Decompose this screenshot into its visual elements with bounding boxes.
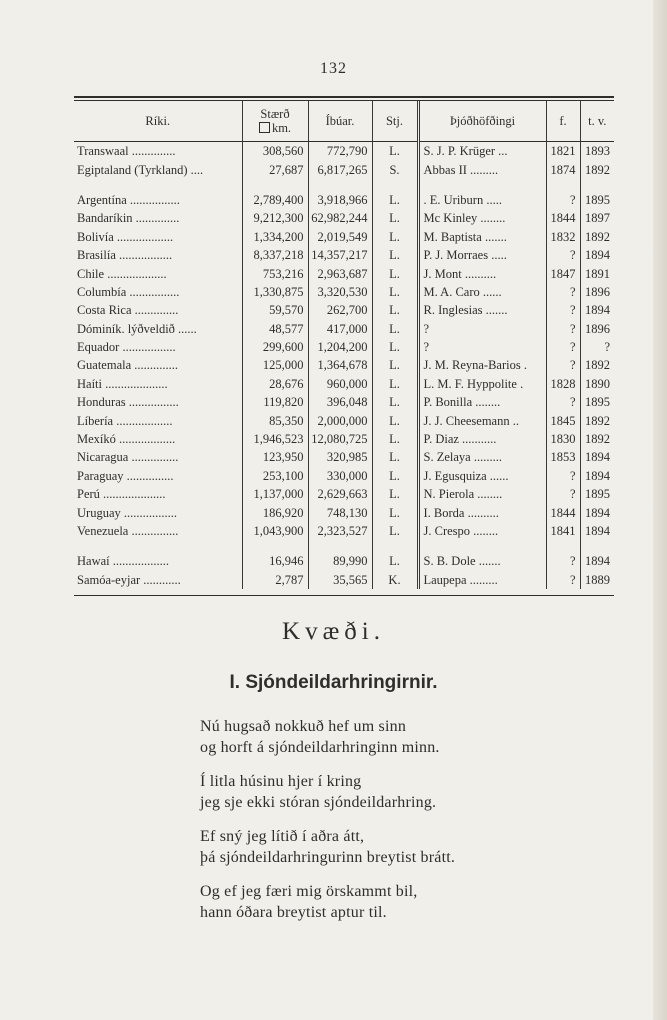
cell-since: ? <box>580 338 614 356</box>
poem-line: Ef sný jeg lítið í aðra átt, <box>200 828 365 845</box>
cell-since: 1894 <box>580 552 614 570</box>
cell-government: L. <box>372 209 418 227</box>
cell-population: 2,019,549 <box>308 228 372 246</box>
cell-area: 2,787 <box>242 571 308 589</box>
cell-country: Mexíkó .................. <box>77 432 176 447</box>
cell-government: L. <box>372 264 418 282</box>
table-row <box>74 485 614 503</box>
cell-population: 748,130 <box>308 503 372 521</box>
cell-since: 1895 <box>580 393 614 411</box>
cell-born: 1845 <box>546 411 580 429</box>
poem-line: jeg sje ekki stóran sjóndeildarhring. <box>200 794 437 811</box>
countries-table <box>74 101 614 589</box>
poem-stanzas <box>200 716 620 936</box>
cell-area: 27,687 <box>242 160 308 178</box>
cell-head-of-state: Mc Kinley ........ <box>418 209 546 227</box>
cell-government: L. <box>372 393 418 411</box>
cell-born: ? <box>546 356 580 374</box>
table-body <box>74 142 614 589</box>
cell-since: 1895 <box>580 191 614 209</box>
cell-born: 1844 <box>546 503 580 521</box>
cell-country: Bandaríkin .............. <box>77 211 180 226</box>
cell-country: Hawaí .................. <box>77 554 169 569</box>
cell-since: 1889 <box>580 571 614 589</box>
cell-population: 89,990 <box>308 552 372 570</box>
cell-born: 1828 <box>546 375 580 393</box>
cell-government: L. <box>372 246 418 264</box>
cell-since: 1893 <box>580 142 614 161</box>
cell-born: ? <box>546 552 580 570</box>
table-row <box>74 320 614 338</box>
cell-born: 1830 <box>546 430 580 448</box>
cell-since: 1894 <box>580 301 614 319</box>
cell-born: 1821 <box>546 142 580 161</box>
poem-title: Kvæði. <box>282 618 385 645</box>
table-row <box>74 160 614 178</box>
table-row <box>74 356 614 374</box>
cell-government: L. <box>372 375 418 393</box>
cell-area: 308,560 <box>242 142 308 161</box>
header-area-label: Stærð <box>260 107 290 121</box>
table-row <box>74 191 614 209</box>
cell-area: 125,000 <box>242 356 308 374</box>
cell-country: Bolivía .................. <box>77 229 174 244</box>
cell-born: 1844 <box>546 209 580 227</box>
cell-government: L. <box>372 485 418 503</box>
cell-since: 1896 <box>580 283 614 301</box>
cell-since: 1895 <box>580 485 614 503</box>
cell-country: Brasilía ................. <box>77 248 173 263</box>
cell-head-of-state: ? <box>418 320 546 338</box>
page-edge <box>653 0 667 1020</box>
header-country: Ríki. <box>145 114 171 128</box>
table-row <box>74 209 614 227</box>
header-since: t. v. <box>580 101 614 142</box>
cell-government: L. <box>372 356 418 374</box>
cell-country: Dóminík. lýðveldið ...... <box>77 321 197 336</box>
cell-area: 123,950 <box>242 448 308 466</box>
cell-area: 1,043,900 <box>242 522 308 540</box>
cell-head-of-state: M. Baptista ....... <box>418 228 546 246</box>
cell-government: S. <box>372 160 418 178</box>
poem-line: og horft á sjóndeildarhringinn minn. <box>200 739 440 756</box>
cell-head-of-state: J. Egusquiza ...... <box>418 467 546 485</box>
cell-since: 1890 <box>580 375 614 393</box>
cell-population: 35,565 <box>308 571 372 589</box>
cell-area: 253,100 <box>242 467 308 485</box>
cell-head-of-state: M. A. Caro ...... <box>418 283 546 301</box>
cell-country: Transwaal .............. <box>77 144 176 159</box>
header-area-unit: km. <box>271 121 292 135</box>
cell-head-of-state: R. Inglesias ....... <box>418 301 546 319</box>
cell-born: 1874 <box>546 160 580 178</box>
cell-country: Chile ................... <box>77 266 167 281</box>
cell-head-of-state: P. J. Morraes ..... <box>418 246 546 264</box>
poem-line: Í litla húsinu hjer í kring <box>200 773 362 790</box>
cell-born: 1847 <box>546 264 580 282</box>
cell-population: 2,629,663 <box>308 485 372 503</box>
cell-since: 1892 <box>580 228 614 246</box>
cell-population: 1,204,200 <box>308 338 372 356</box>
cell-since: 1892 <box>580 356 614 374</box>
poem-line: þá sjóndeildarhringurinn breytist brátt. <box>200 849 456 866</box>
statistics-table <box>74 96 614 596</box>
cell-born: 1841 <box>546 522 580 540</box>
table-row <box>74 522 614 540</box>
table-row <box>74 338 614 356</box>
cell-country: Guatemala .............. <box>77 358 179 373</box>
table-row <box>74 375 614 393</box>
cell-head-of-state: ? <box>418 338 546 356</box>
cell-head-of-state: Abbas II ......... <box>418 160 546 178</box>
cell-population: 3,320,530 <box>308 283 372 301</box>
cell-area: 28,676 <box>242 375 308 393</box>
cell-head-of-state: S. B. Dole ....... <box>418 552 546 570</box>
cell-government: L. <box>372 411 418 429</box>
cell-country: Honduras ................ <box>77 395 179 410</box>
cell-population: 2,000,000 <box>308 411 372 429</box>
cell-government: L. <box>372 552 418 570</box>
cell-since: 1894 <box>580 246 614 264</box>
cell-country: Costa Rica .............. <box>77 303 179 318</box>
section-title: I. Sjóndeildarhringirnir. <box>229 672 438 693</box>
cell-born: ? <box>546 393 580 411</box>
table-bottom-rule <box>74 595 614 596</box>
cell-population: 330,000 <box>308 467 372 485</box>
cell-government: L. <box>372 228 418 246</box>
table-row <box>74 283 614 301</box>
cell-head-of-state: J. Crespo ........ <box>418 522 546 540</box>
cell-area: 1,334,200 <box>242 228 308 246</box>
table-row <box>74 246 614 264</box>
cell-area: 1,137,000 <box>242 485 308 503</box>
cell-since: 1897 <box>580 209 614 227</box>
cell-area: 16,946 <box>242 552 308 570</box>
cell-born: 1832 <box>546 228 580 246</box>
cell-head-of-state: J. M. Reyna-Barios . <box>418 356 546 374</box>
table-row <box>74 264 614 282</box>
cell-population: 320,985 <box>308 448 372 466</box>
cell-country: Paraguay ............... <box>77 468 174 483</box>
cell-since: 1892 <box>580 160 614 178</box>
cell-population: 396,048 <box>308 393 372 411</box>
cell-population: 2,963,687 <box>308 264 372 282</box>
cell-country: Nicaragua ............... <box>77 450 179 465</box>
cell-since: 1896 <box>580 320 614 338</box>
cell-population: 262,700 <box>308 301 372 319</box>
poem-block <box>0 612 667 652</box>
cell-area: 9,212,300 <box>242 209 308 227</box>
stanza <box>200 771 620 813</box>
table-row <box>74 467 614 485</box>
cell-population: 772,790 <box>308 142 372 161</box>
table-row <box>74 571 614 589</box>
cell-since: 1892 <box>580 411 614 429</box>
table-row <box>74 430 614 448</box>
table-row <box>74 142 614 161</box>
header-government: Stj. <box>372 101 418 142</box>
header-born: f. <box>546 101 580 142</box>
cell-head-of-state: P. Bonilla ........ <box>418 393 546 411</box>
table-top-rule <box>74 96 614 98</box>
group-separator <box>74 179 614 191</box>
cell-head-of-state: S. J. P. Krüger ... <box>418 142 546 161</box>
cell-country: Egiptaland (Tyrkland) .... <box>77 162 204 177</box>
stanza <box>200 881 620 923</box>
table-row <box>74 411 614 429</box>
cell-head-of-state: N. Pierola ........ <box>418 485 546 503</box>
cell-country: Líbería .................. <box>77 413 173 428</box>
cell-country: Equador ................. <box>77 340 176 355</box>
cell-population: 6,817,265 <box>308 160 372 178</box>
page-number: 132 <box>320 60 347 77</box>
cell-since: 1894 <box>580 522 614 540</box>
cell-born: ? <box>546 283 580 301</box>
cell-government: L. <box>372 301 418 319</box>
cell-born: ? <box>546 571 580 589</box>
poem-line: hann óðara breytist aptur til. <box>200 904 387 921</box>
table-row <box>74 448 614 466</box>
cell-government: K. <box>372 571 418 589</box>
cell-government: L. <box>372 338 418 356</box>
group-separator <box>74 540 614 552</box>
cell-population: 12,080,725 <box>308 430 372 448</box>
cell-area: 2,789,400 <box>242 191 308 209</box>
cell-head-of-state: L. M. F. Hyppolite . <box>418 375 546 393</box>
cell-head-of-state: Laupepa ......... <box>418 571 546 589</box>
cell-area: 1,946,523 <box>242 430 308 448</box>
cell-since: 1894 <box>580 448 614 466</box>
cell-population: 417,000 <box>308 320 372 338</box>
cell-government: L. <box>372 142 418 161</box>
cell-government: L. <box>372 430 418 448</box>
stanza <box>200 826 620 868</box>
cell-head-of-state: I. Borda .......... <box>418 503 546 521</box>
stanza <box>200 716 620 758</box>
square-symbol-icon <box>259 122 270 133</box>
cell-area: 753,216 <box>242 264 308 282</box>
cell-born: 1853 <box>546 448 580 466</box>
cell-area: 186,920 <box>242 503 308 521</box>
cell-government: L. <box>372 522 418 540</box>
cell-population: 3,918,966 <box>308 191 372 209</box>
cell-area: 299,600 <box>242 338 308 356</box>
cell-since: 1892 <box>580 430 614 448</box>
cell-population: 1,364,678 <box>308 356 372 374</box>
cell-area: 1,330,875 <box>242 283 308 301</box>
cell-government: L. <box>372 191 418 209</box>
cell-born: ? <box>546 246 580 264</box>
cell-born: ? <box>546 301 580 319</box>
cell-since: 1894 <box>580 467 614 485</box>
table-row <box>74 393 614 411</box>
cell-born: ? <box>546 191 580 209</box>
cell-government: L. <box>372 283 418 301</box>
cell-population: 62,982,244 <box>308 209 372 227</box>
cell-country: Samóa-eyjar ............ <box>77 572 181 587</box>
cell-population: 14,357,217 <box>308 246 372 264</box>
cell-since: 1894 <box>580 503 614 521</box>
cell-population: 2,323,527 <box>308 522 372 540</box>
cell-area: 48,577 <box>242 320 308 338</box>
cell-area: 85,350 <box>242 411 308 429</box>
cell-government: L. <box>372 503 418 521</box>
cell-head-of-state: . E. Uriburn ..... <box>418 191 546 209</box>
cell-head-of-state: J. Mont .......... <box>418 264 546 282</box>
cell-area: 8,337,218 <box>242 246 308 264</box>
cell-country: Argentína ................ <box>77 192 180 207</box>
cell-government: L. <box>372 320 418 338</box>
table-row <box>74 503 614 521</box>
header-area <box>242 101 308 142</box>
header-population: Íbúar. <box>308 101 372 142</box>
cell-government: L. <box>372 448 418 466</box>
poem-line: Nú hugsað nokkuð hef um sinn <box>200 718 407 735</box>
cell-born: ? <box>546 485 580 503</box>
cell-since: 1891 <box>580 264 614 282</box>
cell-country: Venezuela ............... <box>77 524 179 538</box>
cell-country: Columbía ................ <box>77 284 180 299</box>
cell-head-of-state: J. J. Cheesemann .. <box>418 411 546 429</box>
cell-country: Uruguay ................. <box>77 505 177 520</box>
cell-population: 960,000 <box>308 375 372 393</box>
cell-head-of-state: S. Zelaya ......... <box>418 448 546 466</box>
cell-born: ? <box>546 320 580 338</box>
cell-area: 119,820 <box>242 393 308 411</box>
cell-born: ? <box>546 338 580 356</box>
cell-born: ? <box>546 467 580 485</box>
cell-head-of-state: P. Diaz ........... <box>418 430 546 448</box>
cell-area: 59,570 <box>242 301 308 319</box>
header-head-of-state: Þjóðhöfðingi <box>418 101 546 142</box>
cell-country: Perú .................... <box>77 487 166 502</box>
cell-country: Haíti .................... <box>77 376 168 391</box>
table-row <box>74 301 614 319</box>
cell-government: L. <box>372 467 418 485</box>
poem-line: Og ef jeg færi mig örskammt bil, <box>200 883 418 900</box>
table-row <box>74 228 614 246</box>
table-row <box>74 552 614 570</box>
